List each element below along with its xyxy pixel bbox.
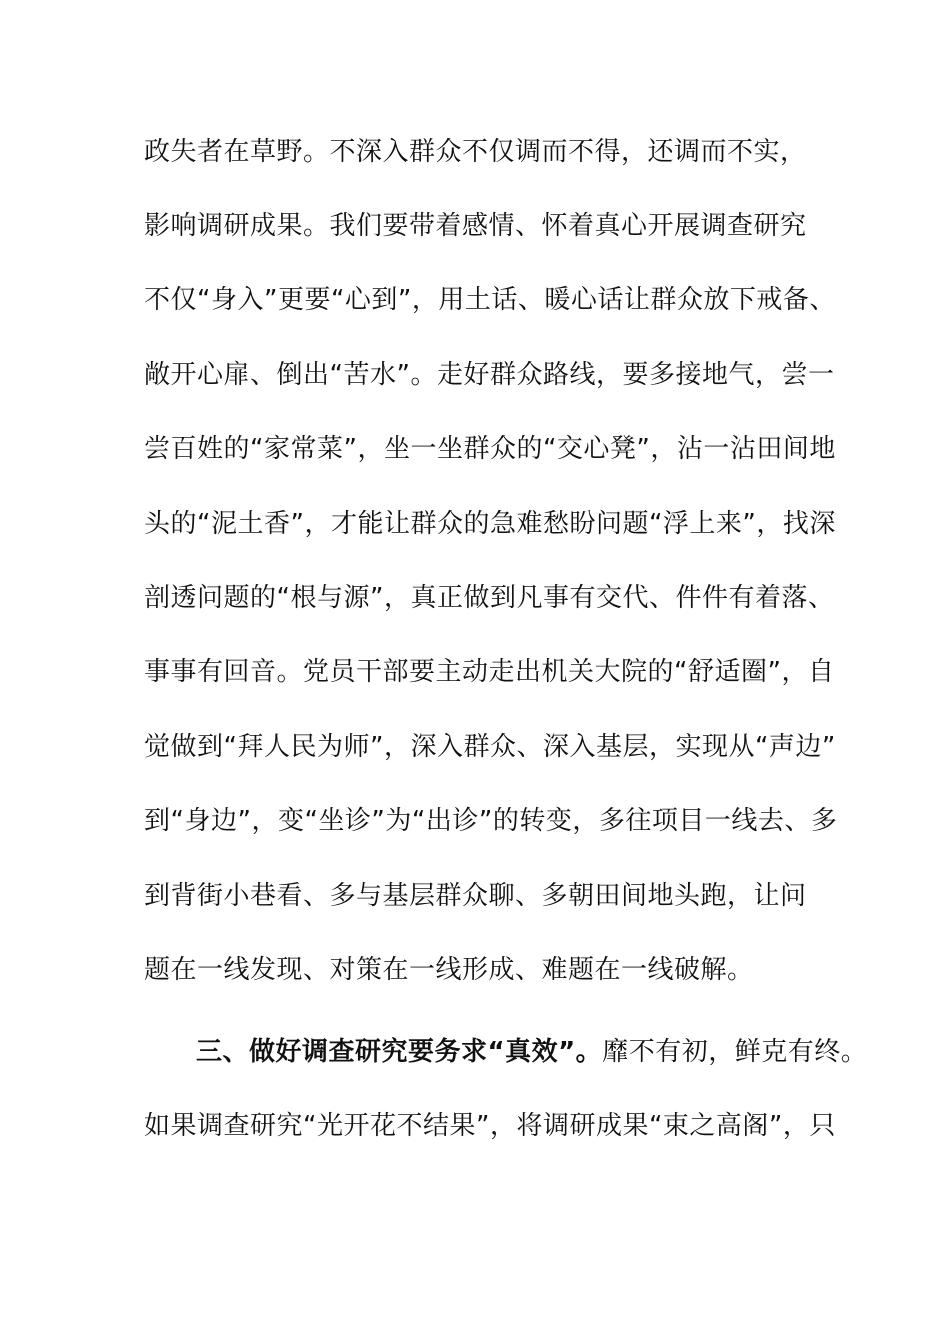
- paragraph-line: 剖透问题的“根与源”，真正做到凡事有交代、件件有着落、: [144, 583, 835, 613]
- paragraph-line: 不仅“身入”更要“心到”，用土话、暖心话让群众放下戒备、: [144, 285, 836, 315]
- paragraph-line: 头的“泥土香”，才能让群众的急难愁盼问题“浮上来”，找深: [144, 509, 836, 539]
- section-lead-text: 靡不有初，鲜克有终。: [602, 1037, 868, 1067]
- paragraph-line: 到“身边”，变“坐诊”为“出诊”的转变，多往项目一线去、多: [144, 806, 838, 836]
- paragraph-line: 尝百姓的“家常菜”，坐一坐群众的“交心凳”，沾一沾田间地: [144, 434, 836, 464]
- paragraph-line: 敞开心扉、倒出“苦水”。走好群众路线，要多接地气，尝一: [144, 360, 835, 390]
- paragraph-line: 政失者在草野。不深入群众不仅调而不得，还调而不实，: [144, 137, 807, 167]
- paragraph-line: 影响调研成果。我们要带着感情、怀着真心开展调查研究: [144, 211, 807, 241]
- section-heading: 三、做好调查研究要务求“真效”。: [196, 1037, 603, 1067]
- paragraph-line: 题在一线发现、对策在一线形成、难题在一线破解。: [144, 955, 754, 985]
- paragraph-line: 到背街小巷看、多与基层群众聊、多朝田间地头跑，让问: [144, 881, 807, 911]
- section-three-line: [196, 1034, 867, 1070]
- paragraph-line: 事事有回音。党员干部要主动走出机关大院的“舒适圈”，自: [144, 657, 835, 687]
- paragraph-line: 觉做到“拜人民为师”，深入群众、深入基层，实现从“声边”: [144, 732, 836, 762]
- paragraph-line: 如果调查研究“光开花不结果”，将调研成果“束之高阁”，只: [144, 1111, 836, 1141]
